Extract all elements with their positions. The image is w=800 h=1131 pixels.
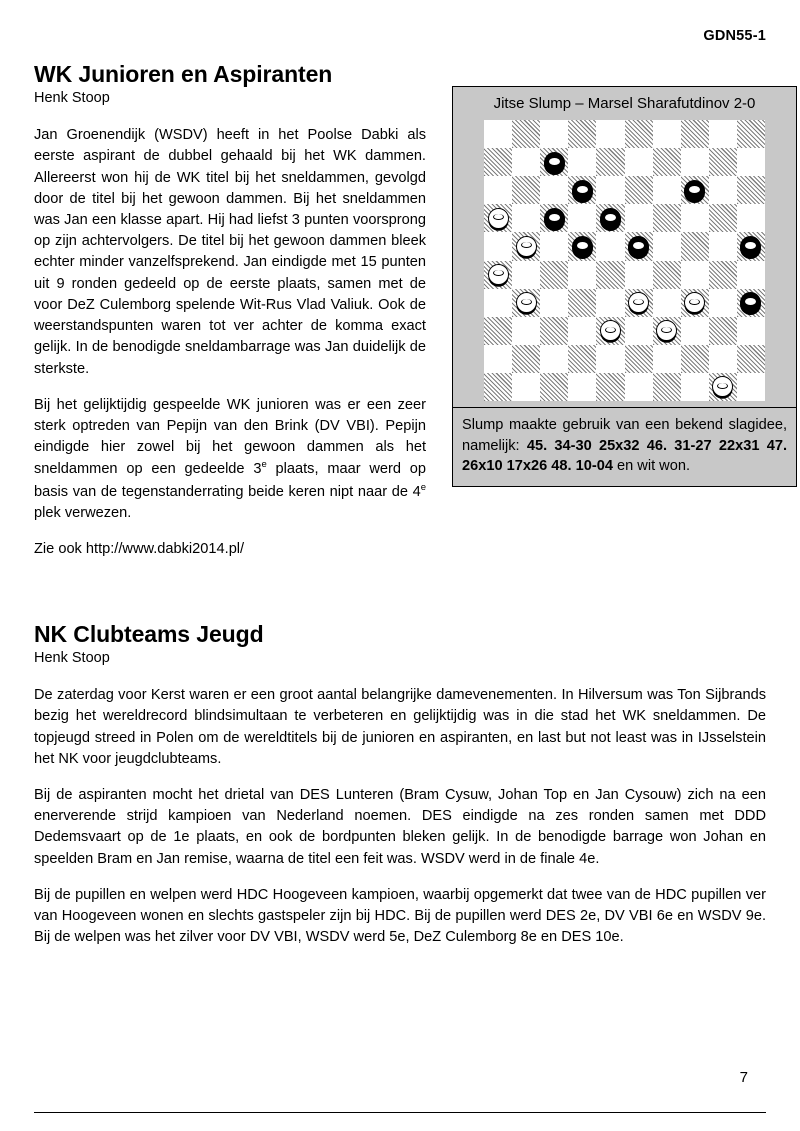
black-piece[interactable]	[544, 208, 565, 229]
board-square-r2-c4[interactable]	[596, 176, 624, 204]
board-square-r2-c0[interactable]	[484, 176, 512, 204]
paragraph-junioren-part3: plek verwezen.	[34, 504, 132, 521]
board-square-r6-c3[interactable]	[568, 289, 596, 317]
page-title-secondary: NK Clubteams Jeugd	[34, 621, 264, 648]
board-square-r6-c7[interactable]	[681, 289, 709, 317]
white-piece[interactable]	[488, 208, 509, 229]
page-number: 7	[739, 1069, 748, 1086]
white-piece[interactable]	[712, 376, 733, 397]
board-square-r5-c2[interactable]	[540, 261, 568, 289]
board-square-r3-c1[interactable]	[512, 204, 540, 232]
board-square-r9-c3[interactable]	[568, 373, 596, 401]
board-square-r3-c6[interactable]	[653, 204, 681, 232]
board-square-r9-c2[interactable]	[540, 373, 568, 401]
board-square-r1-c1[interactable]	[512, 148, 540, 176]
board-square-r9-c5[interactable]	[625, 373, 653, 401]
diagram-title: Jitse Slump – Marsel Sharafutdinov 2-0	[493, 95, 756, 112]
board-square-r1-c0[interactable]	[484, 148, 512, 176]
white-piece[interactable]	[656, 320, 677, 341]
board-square-r8-c9[interactable]	[737, 345, 765, 373]
board-square-r1-c9[interactable]	[737, 148, 765, 176]
board-square-r8-c6[interactable]	[653, 345, 681, 373]
board-square-r8-c0[interactable]	[484, 345, 512, 373]
board-square-r5-c3[interactable]	[568, 261, 596, 289]
board-square-r9-c4[interactable]	[596, 373, 624, 401]
white-piece[interactable]	[628, 292, 649, 313]
board-square-r4-c9[interactable]	[737, 232, 765, 260]
board-square-r4-c8[interactable]	[709, 232, 737, 260]
board-square-r5-c1[interactable]	[512, 261, 540, 289]
board-square-r1-c6[interactable]	[653, 148, 681, 176]
board-square-r3-c2[interactable]	[540, 204, 568, 232]
board-square-r5-c9[interactable]	[737, 261, 765, 289]
board-square-r4-c6[interactable]	[653, 232, 681, 260]
diagram-caption-moves: 45. 34-30 25x32 46. 31-27 22x31 47. 26x10 17x26 48. 10-04	[462, 437, 787, 475]
black-piece[interactable]	[572, 180, 593, 201]
board-square-r8-c8[interactable]	[709, 345, 737, 373]
article-section-nk-clubteams	[34, 622, 766, 949]
board-square-r6-c4[interactable]	[596, 289, 624, 317]
board-square-r4-c7[interactable]	[681, 232, 709, 260]
board-square-r6-c5[interactable]	[625, 289, 653, 317]
board-square-r4-c5[interactable]	[625, 232, 653, 260]
black-piece[interactable]	[740, 236, 761, 257]
paragraph-junioren	[34, 395, 426, 524]
board-square-r0-c1[interactable]	[512, 120, 540, 148]
board-square-r7-c0[interactable]	[484, 317, 512, 345]
board-square-r3-c4[interactable]	[596, 204, 624, 232]
board-square-r2-c7[interactable]	[681, 176, 709, 204]
white-piece[interactable]	[516, 236, 537, 257]
board-square-r0-c0[interactable]	[484, 120, 512, 148]
diagram-caption-lead: Slump maakte gebruik van een bekend slagidee, namelijk:	[462, 417, 787, 454]
board-square-r5-c7[interactable]	[681, 261, 709, 289]
board-square-r0-c4[interactable]	[596, 120, 624, 148]
board-square-r2-c1[interactable]	[512, 176, 540, 204]
board-square-r7-c7[interactable]	[681, 317, 709, 345]
board-square-r5-c8[interactable]	[709, 261, 737, 289]
board-square-r9-c6[interactable]	[653, 373, 681, 401]
paragraph-nk-aspiranten: Bij de aspiranten mocht het drietal van DES Lunteren (Bram Cysuw, Johan Top en Jan Cysouw) zich na een enerverende strijd kampioen van Nederland noemen. DES eindigde na zes ronden samen met DDD Dedemsvaart op de 1e plaats, en ook de bordpunten bleken gelijk. In de benodigde barrage won Johan en speelden Bram en Jan remise, waarna de titel een feit was. WSDV werd in de finale 4e.	[34, 787, 766, 867]
board-square-r1-c5[interactable]	[625, 148, 653, 176]
board-square-r0-c3[interactable]	[568, 120, 596, 148]
board-square-r7-c8[interactable]	[709, 317, 737, 345]
black-piece[interactable]	[572, 236, 593, 257]
board-square-r8-c3[interactable]	[568, 345, 596, 373]
board-square-r4-c3[interactable]	[568, 232, 596, 260]
board-square-r6-c8[interactable]	[709, 289, 737, 317]
board-square-r3-c5[interactable]	[625, 204, 653, 232]
footer-divider	[34, 1112, 766, 1113]
board-square-r8-c5[interactable]	[625, 345, 653, 373]
board-square-r0-c9[interactable]	[737, 120, 765, 148]
paragraph-nk-intro: De zaterdag voor Kerst waren er een groot aantal belangrijke damevenementen. In Hilversum was Ton Sijbrands bezig het wereldrecord blindsimultaan te verbeteren en gelijktijdig was in die stad het WK sneldammen. De topjeugd streed in Polen om de wereldtitels bij de junioren en aspiranten, en last but not least was in IJsselstein het NK voor jeugdclubteams.	[34, 687, 766, 767]
diagram-panel	[452, 86, 797, 487]
ordinal-suffix-third: e	[261, 459, 267, 471]
board-square-r1-c3[interactable]	[568, 148, 596, 176]
board-square-r2-c9[interactable]	[737, 176, 765, 204]
board-square-r7-c2[interactable]	[540, 317, 568, 345]
board-square-r0-c6[interactable]	[653, 120, 681, 148]
black-piece[interactable]	[740, 292, 761, 313]
board-square-r6-c1[interactable]	[512, 289, 540, 317]
board-square-r2-c3[interactable]	[568, 176, 596, 204]
board-square-r6-c6[interactable]	[653, 289, 681, 317]
board-square-r9-c9[interactable]	[737, 373, 765, 401]
board-square-r9-c1[interactable]	[512, 373, 540, 401]
board-square-r6-c2[interactable]	[540, 289, 568, 317]
white-piece[interactable]	[684, 292, 705, 313]
diagram-caption	[453, 407, 796, 486]
board-square-r8-c2[interactable]	[540, 345, 568, 373]
board-square-r1-c4[interactable]	[596, 148, 624, 176]
board-square-r3-c9[interactable]	[737, 204, 765, 232]
board-square-r7-c1[interactable]	[512, 317, 540, 345]
document-code-header: GDN55-1	[703, 28, 766, 44]
board-square-r5-c0[interactable]	[484, 261, 512, 289]
board-square-r1-c2[interactable]	[540, 148, 568, 176]
board-square-r5-c6[interactable]	[653, 261, 681, 289]
white-piece[interactable]	[600, 320, 621, 341]
author-byline: Henk Stoop	[34, 89, 110, 106]
board-square-r2-c5[interactable]	[625, 176, 653, 204]
board-square-r7-c5[interactable]	[625, 317, 653, 345]
board-square-r1-c7[interactable]	[681, 148, 709, 176]
ordinal-suffix-fourth: e	[420, 481, 426, 493]
page-title: WK Junioren en Aspiranten	[34, 61, 333, 87]
board-square-r4-c4[interactable]	[596, 232, 624, 260]
board-square-r7-c4[interactable]	[596, 317, 624, 345]
board-square-r7-c6[interactable]	[653, 317, 681, 345]
board-square-r3-c8[interactable]	[709, 204, 737, 232]
board-square-r0-c8[interactable]	[709, 120, 737, 148]
board-square-r6-c9[interactable]	[737, 289, 765, 317]
board-square-r1-c8[interactable]	[709, 148, 737, 176]
diagram-caption-tail: en wit won.	[612, 458, 691, 475]
board-square-r3-c3[interactable]	[568, 204, 596, 232]
board-square-r0-c7[interactable]	[681, 120, 709, 148]
board-square-r9-c8[interactable]	[709, 373, 737, 401]
board-square-r8-c4[interactable]	[596, 345, 624, 373]
paragraph-reference-link[interactable]: Zie ook http://www.dabki2014.pl/	[34, 540, 245, 557]
board-square-r3-c0[interactable]	[484, 204, 512, 232]
article-text-column	[34, 62, 426, 560]
paragraph-nk-pupillen: Bij de pupillen en welpen werd HDC Hoogeveen kampioen, waarbij opgemerkt dat twee van de HDC pupillen ver van Hoogeveen wonen en slechts gastspeler zijn bij HDC. Bij de pupillen werd DES 2e, DV VBI 6e en WSDV 9e. Bij de welpen was het zilver voor DV VBI, WSDV werd 5e, DeZ Culemborg 8e en DES 10e.	[34, 886, 766, 946]
draughts-board[interactable]	[484, 120, 765, 401]
board-square-r7-c3[interactable]	[568, 317, 596, 345]
board-square-r5-c4[interactable]	[596, 261, 624, 289]
page-footer	[34, 1069, 766, 1131]
paragraph-junioren-part2: plaats, maar werd op basis van de tegenstanderrating beide keren nipt naar de 4	[34, 461, 426, 500]
board-square-r6-c0[interactable]	[484, 289, 512, 317]
board-square-r0-c2[interactable]	[540, 120, 568, 148]
board-square-r2-c2[interactable]	[540, 176, 568, 204]
board-square-r2-c6[interactable]	[653, 176, 681, 204]
article-section-wk-junioren	[34, 61, 787, 560]
board-square-r8-c1[interactable]	[512, 345, 540, 373]
black-piece[interactable]	[628, 236, 649, 257]
board-square-r4-c2[interactable]	[540, 232, 568, 260]
board-square-r8-c7[interactable]	[681, 345, 709, 373]
board-square-r9-c0[interactable]	[484, 373, 512, 401]
board-square-r3-c7[interactable]	[681, 204, 709, 232]
board-holder	[453, 120, 796, 407]
board-square-r5-c5[interactable]	[625, 261, 653, 289]
board-square-r7-c9[interactable]	[737, 317, 765, 345]
author-byline-secondary: Henk Stoop	[34, 649, 110, 666]
black-piece[interactable]	[600, 208, 621, 229]
board-square-r4-c0[interactable]	[484, 232, 512, 260]
black-piece[interactable]	[684, 180, 705, 201]
board-square-r9-c7[interactable]	[681, 373, 709, 401]
board-square-r4-c1[interactable]	[512, 232, 540, 260]
black-piece[interactable]	[544, 152, 565, 173]
white-piece[interactable]	[516, 292, 537, 313]
white-piece[interactable]	[488, 264, 509, 285]
board-square-r0-c5[interactable]	[625, 120, 653, 148]
paragraph-junioren-part1: Bij het gelijktijdig gespeelde WK junioren was er een zeer sterk optreden van Pepijn van den Brink (DV VBI). Pepijn eindigde hier zowel bij het gewoon dammen als het sneldammen op een gedeelde 3	[34, 396, 426, 478]
paragraph-intro: Jan Groenendijk (WSDV) heeft in het Poolse Dabki als eerste aspirant de dubbel gehaald bij het WK dammen. Allereerst won hij de WK titel bij het sneldammen, gevolgd door de titel bij het gewoon dammen. Bij het sneldammen was Jan een klasse apart. Hij had liefst 3 punten voorsprong op zijn achtervolgers. De titel bij het gewoon dammen bleek echter minder vanzelfsprekend. Jan eindigde met 15 punten uit 9 ronden gedeeld op de eerste plaats, samen met de voor DeZ Culemborg spelende Wit-Rus Vlad Valiuk. Ook de weerstandspunten waren tot ver achter de komma exact gelijk. In de benodigde sneldambarrage was Jan duidelijk de sterkste.	[34, 127, 426, 377]
diagram-figure	[452, 86, 797, 487]
board-square-r2-c8[interactable]	[709, 176, 737, 204]
